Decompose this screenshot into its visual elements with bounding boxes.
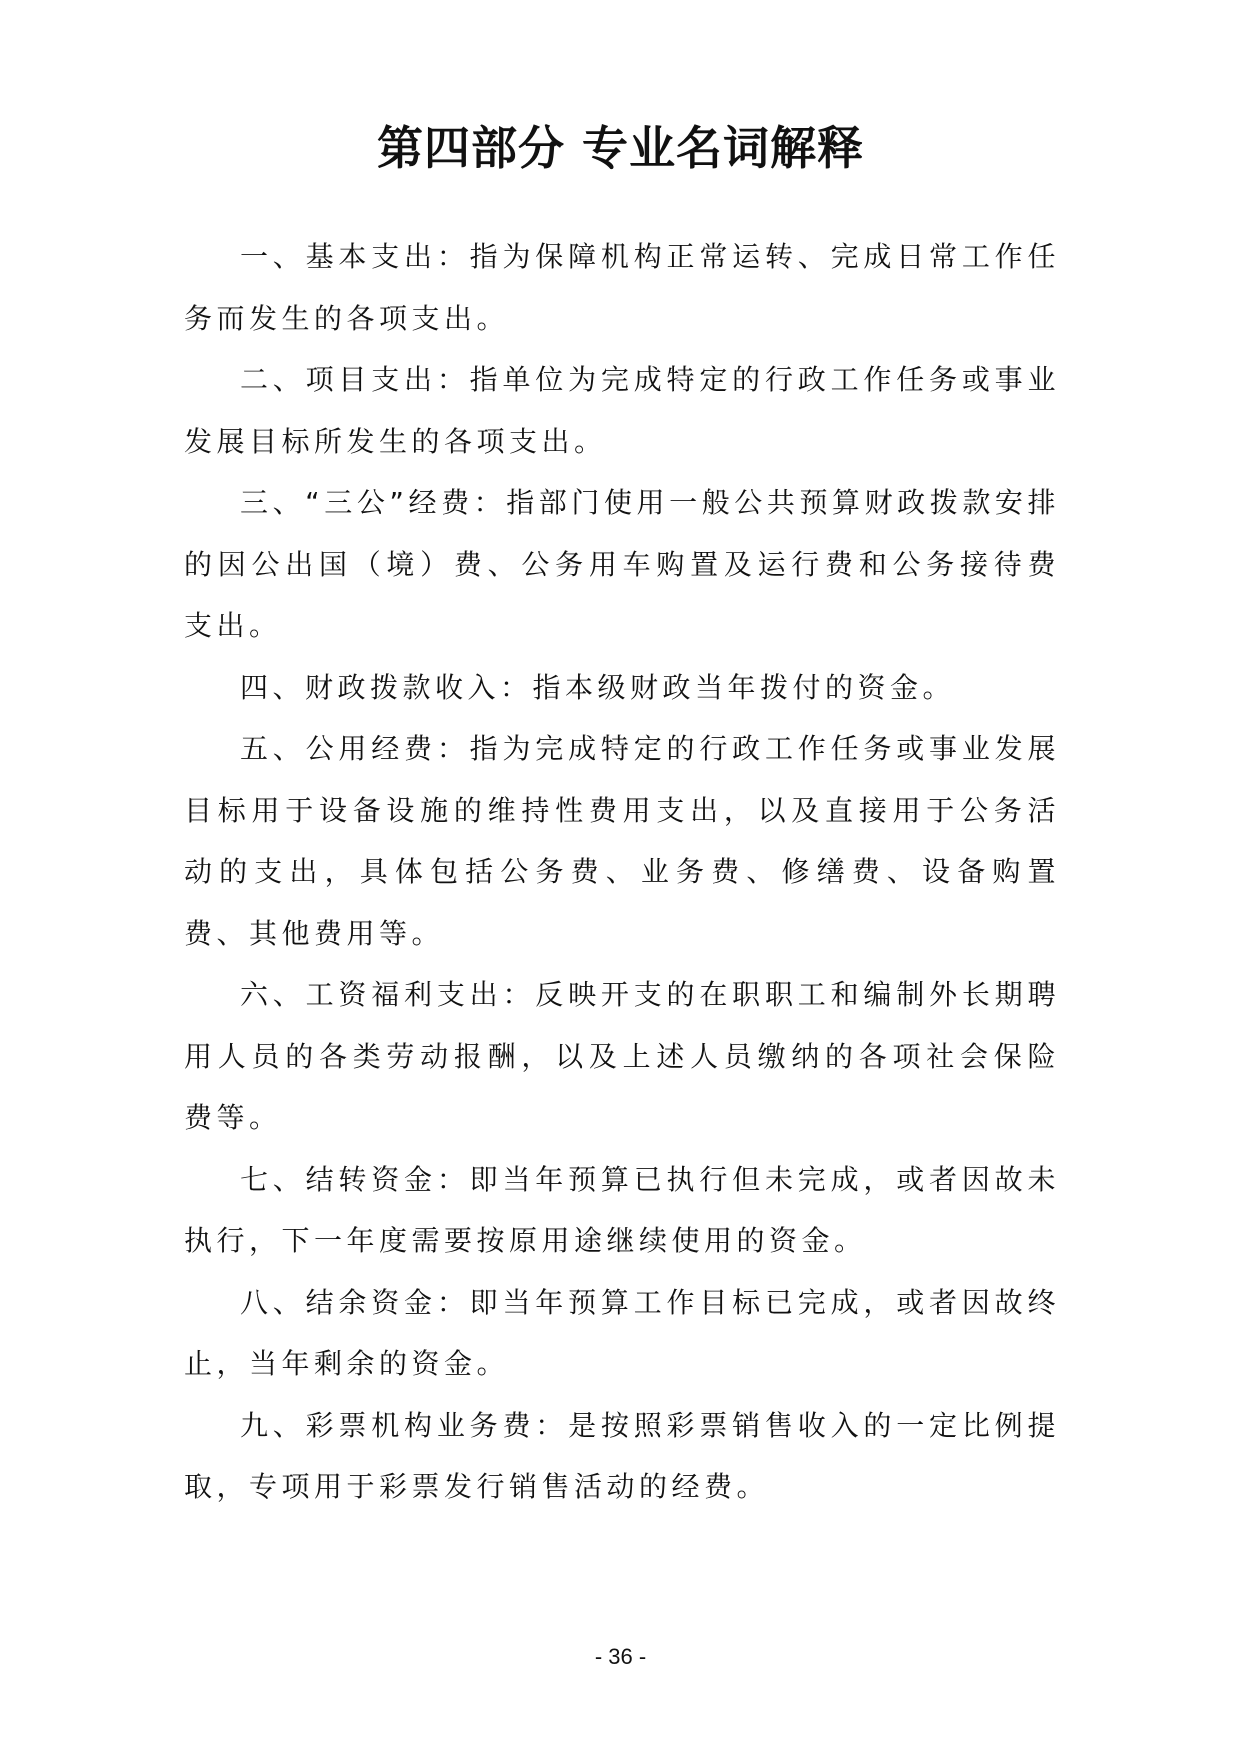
- paragraph-public-expenses: 五、公用经费：指为完成特定的行政工作任务或事业发展目标用于设备设施的维持性费用支出，以及直接用于公务活动的支出，具体包括公务费、业务费、修缮费、设备购置费、其他费用等。: [184, 732, 1060, 950]
- paragraph-fiscal-appropriation-income: 四、财政拨款收入：指本级财政当年拨付的资金。: [240, 670, 956, 704]
- paragraph-three-public-expenses: 三、“三公”经费：指部门使用一般公共预算财政拨款安排的因公出国（境）费、公务用车购置及运行费和公务接待费支出。: [184, 486, 1060, 642]
- paragraph-lottery-business-fee: 九、彩票机构业务费：是按照彩票销售收入的一定比例提取，专项用于彩票发行销售活动的经费。: [184, 1408, 1060, 1503]
- document-body: [184, 226, 1060, 1518]
- paragraph-surplus-funds: 八、结余资金：即当年预算工作目标已完成，或者因故终止，当年剩余的资金。: [184, 1285, 1060, 1380]
- page-number: - 36 -: [594, 1644, 647, 1669]
- page-title: 第四部分 专业名词解释: [376, 121, 864, 175]
- paragraph-salary-welfare: 六、工资福利支出：反映开支的在职职工和编制外长期聘用人员的各类劳动报酬，以及上述人员缴纳的各项社会保险费等。: [184, 978, 1060, 1134]
- paragraph-project-expenditure: 二、项目支出：指单位为完成特定的行政工作任务或事业发展目标所发生的各项支出。: [184, 363, 1060, 458]
- paragraph-carryover-funds: 七、结转资金：即当年预算已执行但未完成，或者因故未执行，下一年度需要按原用途继续使用的资金。: [184, 1162, 1060, 1257]
- paragraph-basic-expenditure: 一、基本支出：指为保障机构正常运转、完成日常工作任务而发生的各项支出。: [184, 240, 1060, 335]
